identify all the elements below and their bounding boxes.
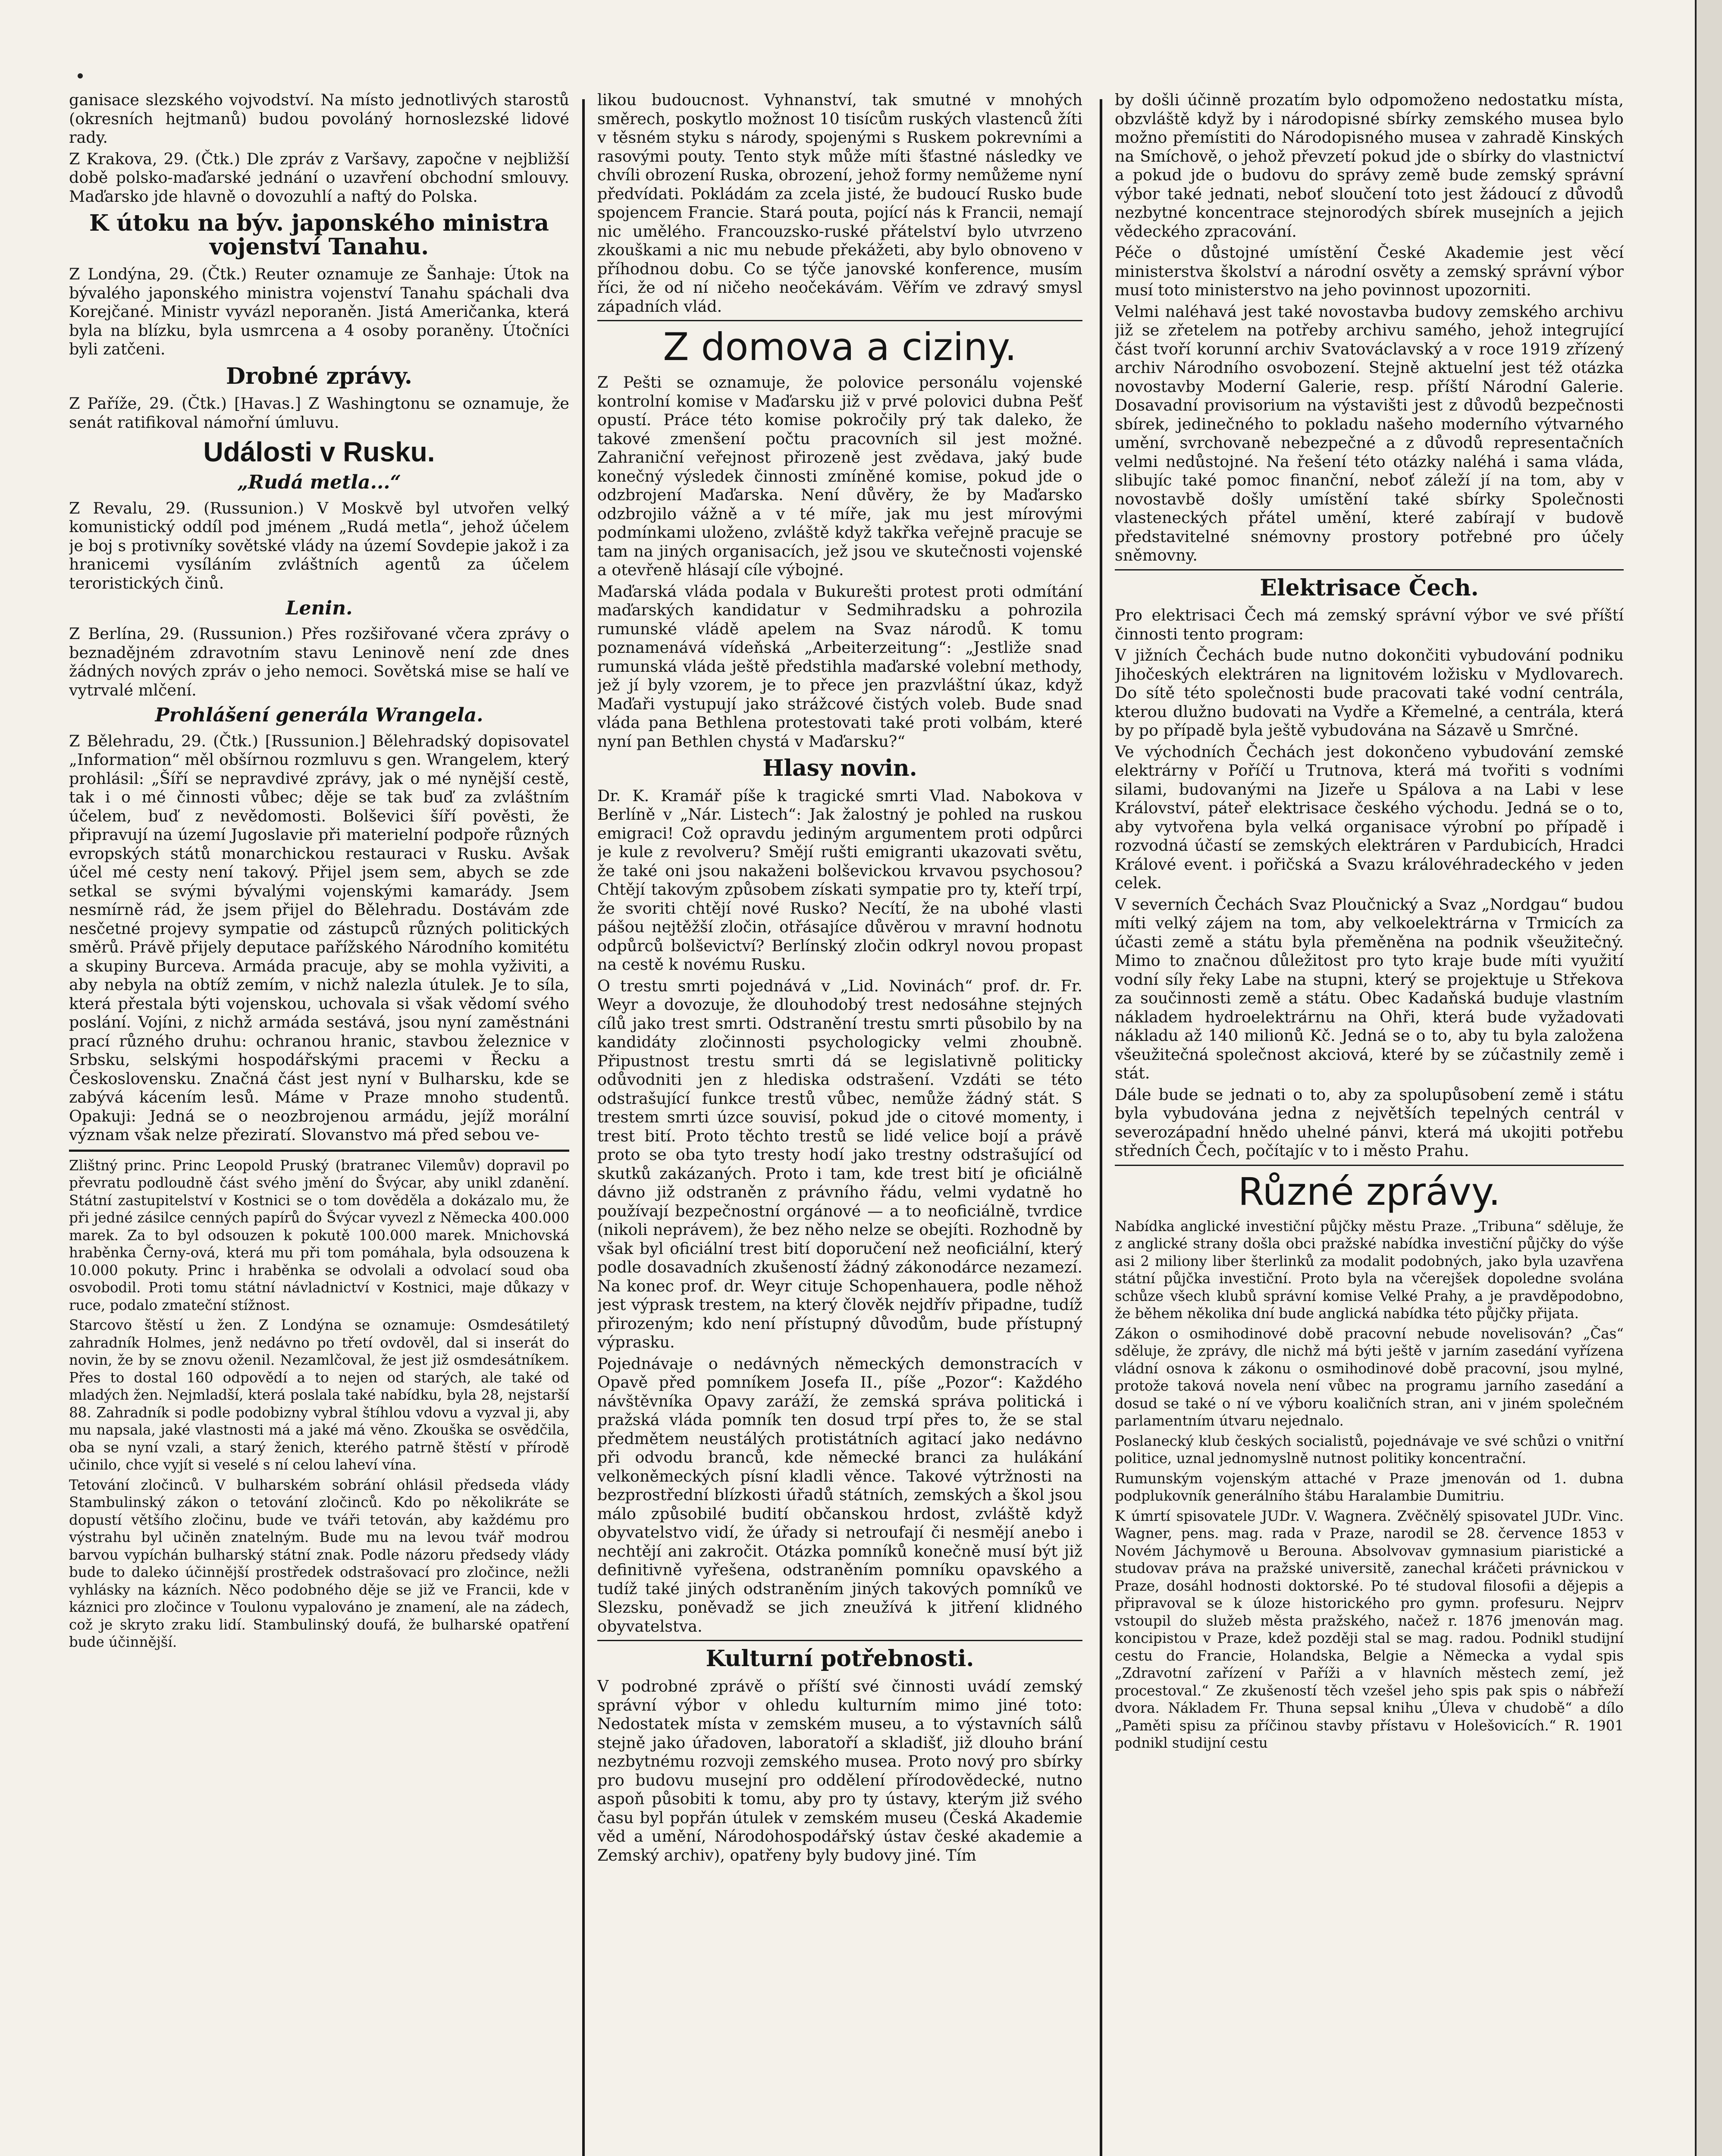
subhead-wrangel: Prohlášení generála Wrangela. [155,704,483,727]
section-rule [69,1150,569,1152]
news-elek-3: Ve východních Čechách jest dokončeno vybudování zemské elektrárny v Poříčí u Trutnova, která má tvořiti s vodními silami, budovanými na Jizeře u Spálova a na Labi v lese Království, páteř elektrisace českého východu. Jedná se o to, aby vytvořena byla velká organisace výrobní po případě i rozvodná účastí se zemských elektráren v Pardubicích, Hradci Králové event. i pořičská a Svazu královéhradeckého v jeden celek. [1115,742,1624,893]
news-akademie: Péče o důstojné umístění České Akademie jest věcí ministerstva školství a národní osvěty a zemský správní výbor musí toto ministerstvo na jeho povinnost upozorniti. [1115,243,1624,299]
column-3 [1115,91,1624,2156]
news-kramar: Dr. K. Kramář píše k tragické smrti Vlad. Nabokova v Berlíně v „Nár. Listech“: Jak žalostný je pohled na ruskou emigraci! Což opravdu jediným argumentem proti odpůrci je kule z revolveru? Smějí rušti emigranti ukazovati světu, že také oni jsou nakaženi bolševickou krvavou psychosou? Chtějí takovým způsobem získati sympatie pro ty, kteří trpí, že svoriti chtějí nové Rusko? Necítí, že na ubohé vlasti pášou nejtěžší zločin, otřásajíce důvěrou v mravní hodnotu odpůrců bolševictví? Berlínský zločin odkryl novou propast na cestě k novému Rusku. [597,786,1082,974]
news-tanaka: Z Londýna, 29. (Čtk.) Reuter oznamuje ze Šanhaje: Útok na bývalého japonského ministra vojenství Tanahu spáchali dva Korejčané. Ministr vyvázl neporaněn. Jistá Američanka, která byla na blízku, byla usmrcena a 4 osoby poraněny. Útočníci byli zatčeni. [69,265,569,359]
news-elek-1: Pro elektrisaci Čech má zemský správní výbor ve své příští činnosti tento program: [1115,606,1624,643]
column-1 [69,91,569,2156]
news-lenin: Z Berlína, 29. (Russunion.) Přes rozšiřované včera zprávy o beznadějném zdravotním stavu Leninově není zde dnes žádných nových zpráv o jeho nemoci. Sovětská mise se halí ve vytrvalé mlčení. [69,624,569,699]
news-archiv: Velmi naléhavá jest také novostavba budovy zemského archivu již se zřetelem na potřeby archivu samého, jehož integrující část tvoří korunní archiv Svatováclavský a v roce 1919 zřízený archiv Národního osvobození. Stejně aktuelní jest též otázka novostavby Moderní Galerie, resp. příští Národní Galerie. Dosavadní provisorium na výstavišti jest z důvodů bezpečnosti sbírek, jedinečného to pokladu našeho moderního výtvarného umění, svrchovaně nebezpečné a z důvodů representačních velmi nedůstojné. Na řešení této otázky naléhá i sama vláda, slibujíc také pomoc finanční, neboť záleží jí na tom, aby v novostavbě došly umístění také sbírky Společnosti vlasteneckých přátel umění, které zabírají v budově představitelné snémovny prostory potřebné pro účely sněmovny. [1115,302,1624,564]
news-bukurest: Maďarská vláda podala v Bukurešti protest proti odmítání maďarských kandidatur v Sedmihradsku a pohrozila rumunské vládě apelem na Svaz národů. K tomu poznamenává vídeňská „Arbeiterzeitung“: „Jestliže snad rumunská vláda ještě předstihla maďarské volební methody, jež jí byly vzorem, je to přece jen prazvláštní úkaz, když Maďaři vystupují jako strážcové čistých voleb. Bude snad vláda pana Bethlena protestovati také proti volbám, které nyní pan Bethlen chystá v Maďarsku?“ [597,582,1082,751]
news-kulturni: V podrobné zprávě o příští své činnosti uvádí zemský správní výbor v ohledu kulturním mimo jiné toto: Nedostatek místa v zemském museu, a to výstavních sálů stejně jako úřadoven, laboratoří a skladišť, již dlouho brání nezbytnému rozvoji zemského musea. Proto nový pro sbírky pro budovu musejní pro oddělení přírodovědecké, nutno aspoň působiti k tomu, aby pro ty ústavy, kterým již svého času byl popřán útulek v zemském museu (Česká Akademie věd a umění, Národohospodářský ústav české akademie a Zemský archiv), opatřeny byly budovy jiné. Tím [597,1677,1082,1865]
item-tetovani: Tetování zločinců. V bulharském sobrání ohlásil předseda vlády Stambulinský zákon o tetování zločinců. Kdo po několikráte se dopustí většího zločinu, bude ve tváři tetován, aby každému pro výstrahu byl učiněn znatelným. Bude mu na levou tvář modrou barvou vypíchán bulharský státní znak. Podle názoru předsedy vlády bude to daleko účinnější prostředek odstrašovací pro zločince, nežli vyhlásky na kázních. Něco podobného děje se již ve Francii, kde v káznici pro zločince v Toulonu vypalováno je znamení, ale na zádech, což je skryto zraku lidí. Stambulinský doufá, že bulharské opatření bude účinnější. [69,1476,569,1651]
section-rule [1115,569,1624,570]
item-pujcka: Nabídka anglické investiční půjčky městu Praze. „Tribuna“ sděluje, že z anglické strany došla obci pražské nabídka investiční půjčky do výše asi 2 miliony liber šterlinků za modalit podobných, jako byla uzavřena státní půjčka investiční. Proto byla na včerejšek dopoledne svolána schůze všech klubů správní komise Velké Prahy, a je pravděpodobno, že během několika dní bude anglická nabídka této půjčky přijata. [1115,1218,1624,1322]
section-rule [597,320,1082,321]
headline-elektrisace: Elektrisace Čech. [1260,574,1479,601]
subhead-ruda: „Rudá metla...“ [237,471,401,494]
feuilleton-block [69,1157,569,1651]
column-divider-1 [582,99,585,2156]
headline-ruzne: Různé zprávy. [1238,1169,1501,1214]
headline-drobne: Drobné zprávy. [226,363,413,389]
article-intro: ganisace slezského vojvodství. Na místo jednotlivých starostů (okresních hejtmanů) budou povoláný hornoslezské lidové rady. [69,91,569,147]
item-attache: Rumunským vojenským attaché v Praze jmenován od 1. dubna podplukovník generálního štábu Haralambie Dumitriu. [1115,1470,1624,1504]
item-zakon: Zákon o osmihodinové době pracovní nebude novelisován? „Čas“ sděluje, že zprávy, dle nichž má býti ještě v jarním zasedání vyřízena vládní osnova k zákonu o osmihodinové době pracovní, jsou mylné, protože taková novela není vůbec na programu jarního zasedání a dosud se také o ní ve výboru koaličních stran, ani v jiném společném parlamentním útvaru nejednalo. [1115,1325,1624,1429]
news-pariz: Z Paříže, 29. (Čtk.) [Havas.] Z Washingtonu se oznamuje, že senát ratifikoval námořní úmluvu. [69,394,569,432]
kulturni-continued: by došli účinně prozatím bylo odpomoženo nedostatku místa, obzvláště když by i národopisné sbírky zemského musea bylo možno přemístiti do Národopisného musea v zahradě Kinských na Smíchově, o jehož převzetí pokud jde o sbírky do vlastnictví a pokud jde o budovu do správy země bude zemský správní výbor také jednati, neboť sloučení toto jest žádoucí z důvodů nezbytné koncentrace stejnorodých sbírek musejních a jejich vědeckého zpracování. [1115,91,1624,241]
adjacent-page-edge [1695,0,1722,2156]
section-rule [1115,1165,1624,1166]
news-elek-5: Dále bude se jednati o to, aby za spolupůsobení země i státu byla vybudována jedna z největších tepelných centrál v severozápadní hnědo uhelné pánvi, která má ukojiti potřebu středních Čech, počítajíc v to i město Prahu. [1115,1085,1624,1160]
headline-kulturni: Kulturní potřebnosti. [706,1645,974,1672]
news-ruda: Z Revalu, 29. (Russunion.) V Moskvě byl utvořen velký komunistický oddíl pod jménem „Rudá metla“, jehož účelem je boj s protivníky sovětské vlády na území Sovdepie jakož i za hranicemi vysíláním zvláštních agentů za účelem teroristických činů. [69,498,569,592]
headline-domova: Z domova a ciziny. [663,325,1017,369]
section-rule [597,1640,1082,1641]
headline-hlasy: Hlasy novin. [762,755,917,782]
news-opava: Pojednávaje o nedávných německých demonstracích v Opavě před pomníkem Josefa II., píše „Pozor“: Každého návštěvníka Opavy zaráží, že zemská správa politická i pražská vláda pomník ten dosud trpí přes to, že se stal předmětem neustálých protistátních agitací jako nedávno při odvodu branců, kde německé branci za hulákání velkoněmeckých písní kladli věnce. Takové výtržnosti na bezprostřední blízkosti úřadů státních, zemských a škol jsou málo způsobilé budití občanskou hrdost, zvláště když obyvatelstvo vidí, že úřady si netroufají či nesmějí anebo i nechtějí ani zakročit. Otázka pomníků konečně musí být již definitivně vyřešena, odstraněním pomníku opavského a tudíž také jiných odstraněním jiných takových pomníků ve Slezsku, poněvadž se jich zneužívá k jitření klidného obyvatelstva. [597,1354,1082,1636]
news-wrangel: Z Bělehradu, 29. (Čtk.) [Russunion.] Bělehradský dopisovatel „Information“ měl obšírnou rozmluvu s gen. Wrangelem, který prohlásil: „Šíří se nepravdivé zprávy, jak o mé nynější cestě, tak i o mé činnosti vůbec; děje se tak buď za zvláštním účelem, buď z nevědomosti. Bolševici šíří pověsti, že připravují na území Jugoslavie při materielní podpoře různých evropských států monarchickou restauraci v Rusku. Avšak účel mé cesty není takový. Přijel jsem sem, abych se zde setkal se svými bývalými vojenskými kamarády. Jsem nesmírně rád, že jsem přijel do Bělehradu. Dostávám zde nesčetné projevy sympatie od zástupců různých politických směrů. Právě přijely deputace pařížského Národního komitétu a skupiny Burceva. Armáda pracuje, aby se mohla vyživiti, a aby nebyla na obtíž zemím, v nichž nalezla útulek. Je to síla, která přestala býti vojenskou, uchovala si však vědomí svého poslání. Vojíni, z nichž armáda sestává, jsou nyní zaměstnáni prací různého druhu: ochranou hranic, stavbou železnice v Srbsku, selskými hospodářskými pracemi v Řecku a Československu. Značná část jest nyní v Bulharsku, kde se zabývá kácením lesů. Máme v Praze mnoho studentů. Opakuji: Jedná se o neozbrojenou armádu, jejíž morální význam však nelze přeziratí. Slovanstvo má před sebou ve- [69,731,569,1144]
news-elek-2: V jižních Čechách bude nutno dokončiti vybudování podniku Jihočeských elektráren na lignitovém ložisku v Mydlovarech. Do sítě této společnosti bude pracovati také vodní centrála, kterou dlužno budovati na Vydře a Křemelné, a centrála, která by po případě byla ještě vybudována na Sázavě u Smrčné. [1115,646,1624,740]
item-zlistny: Zlištný princ. Princ Leopold Pruský (bratranec Vilemův) dopravil po převratu podloudně část svého jmění do Švýcar, aby unikl zdanění. Státní zastupitelství v Kostnici se o tom dověděla a dokázalo mu, že při jedné zásilce cenných papírů do Švýcar vyvezl z Německa 400.000 marek. Za to byl odsouzen k pokutě 100.000 marek. Mnichovská hraběnka Černy-ová, která mu při tom pomáhala, byla odsouzena k 10.000 pokuty. Princ i hraběnka se odvolali a odvolací soud oba osvobodil. Proti tomu státní návladnictví v Kostnici, maje důkazy v ruce, podalo zmateční stížnost. [69,1157,569,1313]
wrangel-continued: likou budoucnost. Vyhnanství, tak smutné v mnohých směrech, poskytlo možnost 10 tisícům ruských vlastenců žíti v těsném styku s národy, spojenými s Ruskem pokrevními a rasovými pouty. Tento styk může míti šťastné následky ve chvíli obrození Ruska, obrození, jehož formy nemůžeme nyní předvídati. Pokládám za zcela jisté, že budoucí Rusko bude spojencem Francie. Stará pouta, pojící nás k Francii, nemají nic umělého. Francouzsko-ruské přátelství bylo utvrzeno zkouškami a nic mu nebude překážeti, aby bylo obnoveno v příhodnou dobu. Co se týče janovské konference, musím říci, že od ní ničeho neočekávám. Věřím ve zdravý smysl západních vlád. [597,91,1082,316]
item-starcovo: Starcovo štěstí u žen. Z Londýna se oznamuje: Osmdesátiletý zahradník Holmes, jenž nedávno po třetí ovdověl, dal si inserát do novin, že by se znovu oženil. Nezamlčoval, že jest již osmdesátníkem. Přes to dostal 160 odpovědí a to nejen od starých, ale také od mladých žen. Nejmladší, která poslala také nabídku, byla 28, nejstarší 88. Zahradník si podle podobizny vybral štíhlou vdovu a vyzval ji, aby mu napsala, jaké vlastnosti má a jaké má věno. Zkouška se osvědčila, oba se nyní vzali, a starý ženich, kterého patrně štěstí v přírodě učinilo, chce vyjít si veselé s ní celou laheví vína. [69,1317,569,1473]
column-2 [597,91,1082,2156]
headline-rusko: Události v Rusku. [203,436,435,468]
news-krakow: Z Krakova, 29. (Čtk.) Dle zpráv z Varšavy, započne v nejbližší době polsko-maďarské jednání o uzavření obchodní smlouvy. Maďarsko jde hlavně o dovozuhlí a naftý do Polska. [69,149,569,206]
news-elek-4: V severních Čechách Svaz Ploučnický a Svaz „Nordgau“ budou míti velký zájem na tom, aby velkoelektrárna v Trmicích za účasti země a státu byla přeměněna na podnik všeužitečný. Mimo to značnou důležitost pro tyto kraje bude míti využití vodní síly řeky Labe na stupni, který se projektuje u Střekova za součinnosti země a státu. Obec Kadaňská buduje vlastním nákladem hydroelektrárnu na Ohři, která bude vyžadovati nákladu až 140 milionů Kč. Jedná se o to, aby tu byla založena všeužitečná společnost akciová, které by se zúčastnily země i stát. [1115,895,1624,1083]
news-weyr: O trestu smrti pojednává v „Lid. Novinách“ prof. dr. Fr. Weyr a dovozuje, že dlouhodobý trest nedosáhne stejných cílů jako trest smrti. Odstranění trestu smrti působilo by na kandidáty zločinnosti psychologicky velmi zhoubně. Připustnost trestu smrti dá se legislativně politicky odůvodniti jen z hlediska odstrašení. Vzdáti se této odstrašující funkce trestů vůbec, nemůže žádný stát. S trestem smrti úzce souvisí, pokud jde o citové momenty, i trest bití. Proto těchto trestů se lidé velice bojí a právě proto se oba tyto tresty hodí jako trestny odstrašující od skutků zakázaných. Proto i tam, kde trest bití je oficiálně dávno již odstraněn z právního řádu, velmi vydatně ho používají bezpečnostní orgánové — a to neoficiálně, tvrdice (nikoli neprávem), že bez něho nelze se obejíti. Rozhodně by však byl oficiální trest bití doporučení než neoficiální, který podle dosavadních zkušeností žádný zákonodárce nezamezí. Na konec prof. dr. Weyr cituje Schopenhauera, podle něhož jest výprask trestem, na který člověk nejdřív připadne, tudíž přirozeným; kdo není přístupný důvodům, bude přístupný výprasku. [597,976,1082,1352]
corner-mark [78,73,83,78]
ruzne-block [1115,1218,1624,1752]
headline-tanaka: K útoku na býv. japonského ministra vojenství Tanahu. [89,210,549,260]
item-wagner: K úmrtí spisovatele JUDr. V. Wagnera. Zvěčnělý spisovatel JUDr. Vinc. Wagner, pens. mag. rada v Praze, narodil se 28. července 1853 v Novém Jáchymově u Berouna. Absolvovav gymnasium piaristické a studovav práva na pražské universitě, zanechal kráčeti právnickou v Praze, dosáhl hodnosti doktorské. Po té studoval filosofii a dějepis a připravoval se k úloze historického pro gymn. profesuru. Nejprv vstoupil do služeb města pražského, načež r. 1876 jmenován mag. koncipistou v Praze, kdež později stal se mag. radou. Podnikl studijní cestu do Francie, Holandska, Belgie a Německa a vydal spis „Zdravotní zařízení v Paříži a v hlavních městech zemí, jež procestoval.“ Ze zkušeností těch vzešel jeho spis pak spis o nábřeží dvora. Nákladem Fr. Thuna sepsal knihu „Úleva v chudobě“ a dílo „Paměti spisu za příčinou stavby přístavu v Holešovicích.“ R. 1901 podnikl studijní cestu [1115,1507,1624,1752]
subhead-lenin: Lenin. [285,597,353,620]
news-komise: Z Pešti se oznamuje, že polovice personálu vojenské kontrolní komise v Maďarsku již v prvé polovici dubna Pešť opustí. Práce této komise pokročily prý tak daleko, že takové zmenšení počtu pracovních sil jest možné. Zahraniční veřejnost přirozeně jest zvědava, jaký bude konečný výsledek činnosti zmíněné komise, pokud jde o odzbrojení Maďarska. Není důvěry, že by Maďarsko odzbrojilo vážně a v té míře, jak mu jest mírovými podmínkami uloženo, zvláště když takřka veřejně pracuje se tam na jiných organisacích, jež jsou ve skutečnosti vojenské a otevřeně hlásají cíle výbojné. [597,373,1082,580]
column-divider-2 [1100,99,1102,2156]
item-poslanecky: Poslanecký klub českých socialistů, pojednávaje ve své schůzi o vnitřní politice, uznal jednomyslně nutnost politiky koncentrační. [1115,1432,1624,1467]
